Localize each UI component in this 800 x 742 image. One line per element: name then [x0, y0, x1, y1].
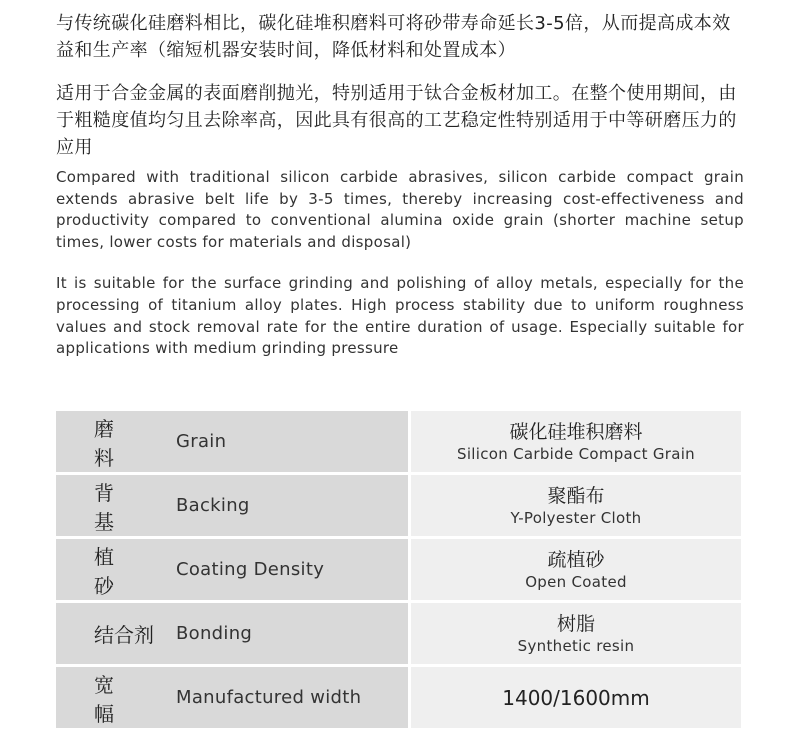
description-cn-1: 与传统碳化硅磨料相比，碳化硅堆积磨料可将砂带寿命延长3-5倍，从而提高成本效益和生产率（缩短机器安装时间，降低材料和处置成本） — [56, 13, 731, 61]
description-cn-2: 适用于合金金属的表面磨削抛光，特别适用于钛合金板材加工。在整个使用期间，由于粗糙度值均匀且去除率高，因此具有很高的工艺稳定性特别适用于中等研磨压力的应用 — [56, 83, 737, 158]
spec-label-cell — [56, 539, 408, 600]
spec-label-en: Backing — [176, 495, 250, 516]
spec-value-cn: 疏植砂 — [547, 548, 605, 571]
spec-value-cell — [411, 539, 741, 600]
spec-row-grain — [56, 411, 741, 472]
spec-table — [56, 411, 741, 731]
spec-label-cn: 背基 — [94, 480, 136, 534]
spec-label-cn: 宽幅 — [94, 672, 136, 726]
description-en-1: Compared with traditional silicon carbide abrasives, silicon carbide compact grain extends abrasive belt life by 3-5 times, thereby increasing cost-effectiveness and productivity compared to conventional alumina oxide grain (shorter machine setup times, lower costs for materials and disposal) — [56, 168, 744, 251]
spec-value-en: Silicon Carbide Compact Grain — [457, 444, 695, 463]
spec-value-cell — [411, 475, 741, 536]
description-en-2: It is suitable for the surface grinding and polishing of alloy metals, especially for the processing of titanium alloy plates. High process stability due to uniform roughness values and stock removal rate for the entire duration of usage. Especially suitable for applications with medium grinding pressure — [56, 274, 744, 358]
spec-value-en: Open Coated — [525, 572, 627, 591]
spec-value-en: Synthetic resin — [517, 636, 635, 655]
spec-row-coating-density — [56, 539, 741, 600]
spec-label-cn: 磨料 — [94, 416, 136, 470]
spec-label-cn: 植砂 — [94, 544, 136, 598]
spec-row-bonding — [56, 603, 741, 664]
spec-value-cell — [411, 411, 741, 472]
spec-label-cell — [56, 667, 408, 728]
spec-value-cn: 1400/1600mm — [502, 685, 650, 710]
spec-value-cn: 聚酯布 — [547, 484, 605, 507]
spec-value-cn: 树脂 — [556, 612, 595, 635]
spec-value-cell — [411, 603, 741, 664]
spec-row-backing — [56, 475, 741, 536]
spec-value-cn: 碳化硅堆积磨料 — [509, 420, 643, 443]
spec-label-en: Grain — [176, 431, 227, 452]
spec-value-en: Y-Polyester Cloth — [510, 508, 642, 527]
spec-label-en: Manufactured width — [176, 687, 362, 708]
spec-label-en: Coating Density — [176, 559, 325, 580]
spec-label-cell — [56, 411, 408, 472]
spec-row-width — [56, 667, 741, 728]
spec-value-cell — [411, 667, 741, 728]
spec-label-en: Bonding — [176, 623, 253, 644]
spec-label-cn: 结合剂 — [94, 623, 154, 647]
spec-label-cell — [56, 603, 408, 664]
spec-label-cell — [56, 475, 408, 536]
